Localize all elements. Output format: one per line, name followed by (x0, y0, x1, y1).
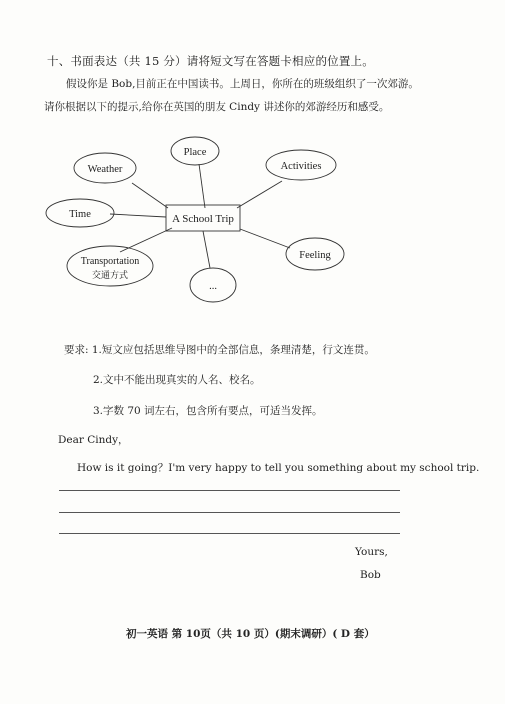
node-transportation-cn-label: 交通方式 (91, 270, 129, 280)
writing-line (59, 512, 400, 513)
section-heading: 十、书面表达（共 15 分）请将短文写在答题卡相应的位置上。 (47, 54, 374, 68)
requirement-3: 3.字数 70 词左右，包含所有要点，可适当发挥。 (93, 405, 323, 417)
connector-more (203, 231, 210, 268)
node-activities-label: Activities (280, 161, 322, 172)
node-feeling-label: Feeling (299, 250, 331, 261)
letter-opening: How is it going？I'm very happy to tell you something about my school trip. (77, 462, 480, 474)
requirement-2: 2.文中不能出现真实的人名、校名。 (93, 374, 261, 386)
connector-feeling (240, 229, 290, 248)
connector-weather (132, 183, 168, 208)
letter-greeting: Dear Cindy， (58, 434, 129, 446)
task-intro-line-2: 请你根据以下的提示,给你在英国的朋友 Cindy 讲述你的郊游经历和感受。 (44, 101, 390, 113)
node-weather-label: Weather (87, 164, 123, 175)
node-more-label: ... (209, 281, 217, 292)
connector-time (110, 214, 166, 217)
center-label: A School Trip (172, 213, 234, 225)
writing-line (59, 533, 400, 534)
writing-line (59, 490, 400, 491)
letter-closing: Yours, (355, 546, 388, 558)
page-footer: 初一英语 第 10页（共 10 页）(期末调研）( D 套） (126, 628, 375, 640)
node-time-label: Time (69, 209, 91, 220)
node-place-label: Place (183, 147, 207, 158)
mind-map (0, 0, 505, 330)
node-transportation-label: Transportation (80, 256, 140, 267)
connector-place (199, 164, 205, 208)
requirement-1: 要求: 1.短文应包括思维导图中的全部信息，条理清楚，行文连贯。 (64, 344, 375, 356)
letter-signature: Bob (360, 569, 381, 581)
task-intro-line-1: 假设你是 Bob,目前正在中国读书。上周日，你所在的班级组织了一次郊游。 (66, 78, 419, 90)
connector-transportation (120, 228, 172, 252)
connector-activities (237, 181, 282, 208)
